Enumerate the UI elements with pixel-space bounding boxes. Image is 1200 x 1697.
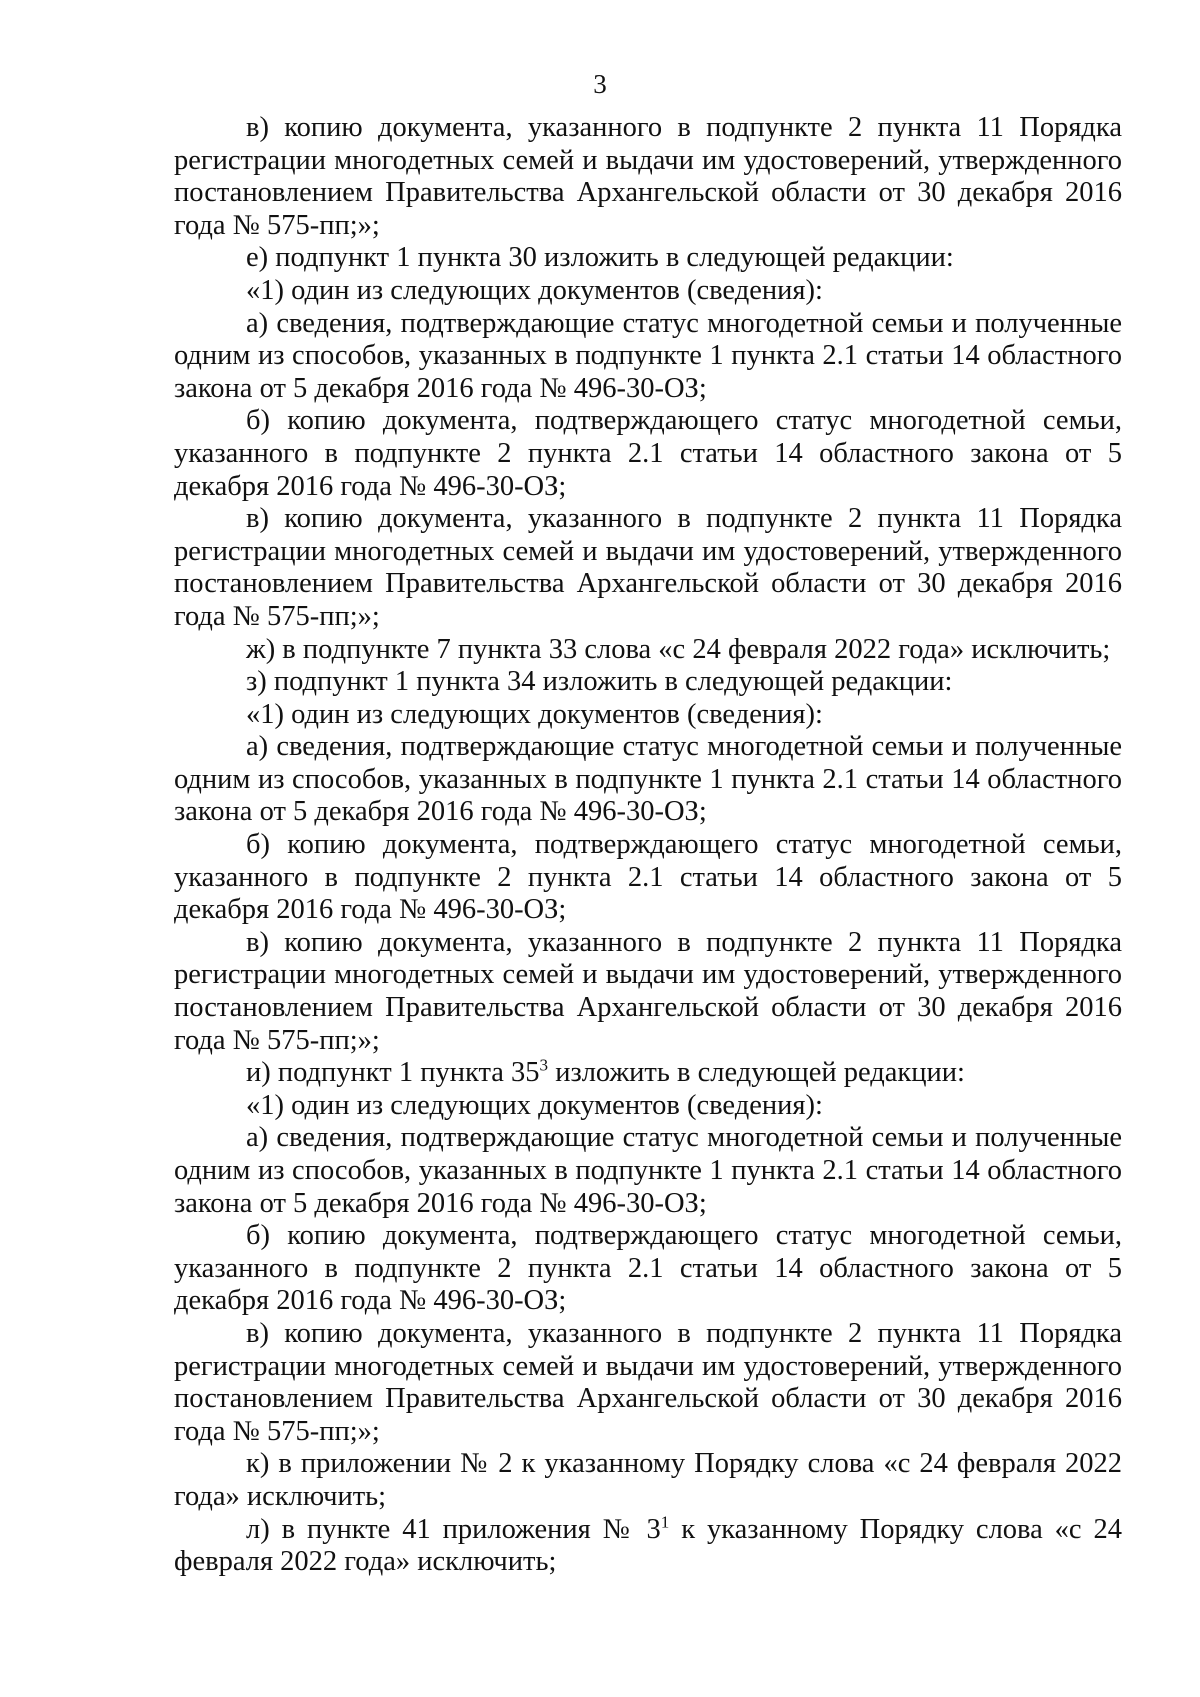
paragraph: б) копию документа, подтверждающего статус многодетной семьи, указанного в подпункте 2 пункта 2.1 статьи 14 областного закона от 5 декабря 2016 года № 496-30-ОЗ; (174, 405, 1122, 502)
paragraph: з) подпункт 1 пункта 34 изложить в следующей редакции: (246, 666, 953, 698)
paragraph: «1) один из следующих документов (сведения): (246, 274, 823, 306)
paragraph: к) в приложении № 2 к указанному Порядку слова «с 24 февраля 2022 года» исключить; (174, 1448, 1122, 1512)
paragraph: в) копию документа, указанного в подпункте 2 пункта 11 Порядка регистрации многодетных семей и выдачи им удостоверений, утвержденного постановлением Правительства Архангельской области от 30 декабря 2016 года № 575-пп;»; (174, 503, 1122, 632)
paragraph: б) копию документа, подтверждающего статус многодетной семьи, указанного в подпункте 2 пункта 2.1 статьи 14 областного закона от 5 декабря 2016 года № 496-30-ОЗ; (174, 829, 1122, 926)
paragraph-text: к указанному Порядку слова «с 24 февраля 2022 года» исключить; (174, 1513, 1122, 1578)
paragraph-l (174, 1514, 1122, 1579)
paragraph: в) копию документа, указанного в подпункте 2 пункта 11 Порядка регистрации многодетных семей и выдачи им удостоверений, утвержденного постановлением Правительства Архангельской области от 30 декабря 2016 года № 575-пп;»; (174, 926, 1122, 1056)
document-body (174, 112, 1122, 1579)
paragraph-text: л) в пункте 41 приложения № 3 (246, 1513, 661, 1545)
paragraph: е) подпункт 1 пункта 30 изложить в следующей редакции: (246, 242, 954, 274)
paragraph: а) сведения, подтверждающие статус многодетной семьи и полученные одним из способов, указанных в подпункте 1 пункта 2.1 статьи 14 областного закона от 5 декабря 2016 года № 496-30-ОЗ; (174, 307, 1122, 404)
paragraph: ж) в подпункте 7 пункта 33 слова «с 24 февраля 2022 года» исключить; (246, 633, 1111, 665)
paragraph: «1) один из следующих документов (сведения): (246, 1089, 823, 1121)
paragraph: а) сведения, подтверждающие статус многодетной семьи и полученные одним из способов, указанных в подпункте 1 пункта 2.1 статьи 14 областного закона от 5 декабря 2016 года № 496-30-ОЗ; (174, 1122, 1122, 1219)
paragraph-i (174, 1057, 1122, 1090)
paragraph: «1) один из следующих документов (сведения): (246, 698, 823, 730)
page-number: 3 (593, 69, 607, 99)
paragraph: в) копию документа, указанного в подпункте 2 пункта 11 Порядка регистрации многодетных семей и выдачи им удостоверений, утвержденного постановлением Правительства Архангельской области от 30 декабря 2016 года № 575-пп;»; (174, 112, 1122, 241)
paragraph: в) копию документа, указанного в подпункте 2 пункта 11 Порядка регистрации многодетных семей и выдачи им удостоверений, утвержденного постановлением Правительства Архангельской области от 30 декабря 2016 года № 575-пп;»; (174, 1317, 1122, 1447)
paragraph: б) копию документа, подтверждающего статус многодетной семьи, указанного в подпункте 2 пункта 2.1 статьи 14 областного закона от 5 декабря 2016 года № 496-30-ОЗ; (174, 1220, 1122, 1317)
paragraph-text: изложить в следующей редакции: (548, 1057, 965, 1089)
paragraph: а) сведения, подтверждающие статус многодетной семьи и полученные одним из способов, указанных в подпункте 1 пункта 2.1 статьи 14 областного закона от 5 декабря 2016 года № 496-30-ОЗ; (174, 731, 1122, 828)
paragraph-text: и) подпункт 1 пункта 35 (246, 1057, 540, 1089)
superscript: 1 (660, 1512, 670, 1532)
superscript: 3 (539, 1055, 549, 1075)
